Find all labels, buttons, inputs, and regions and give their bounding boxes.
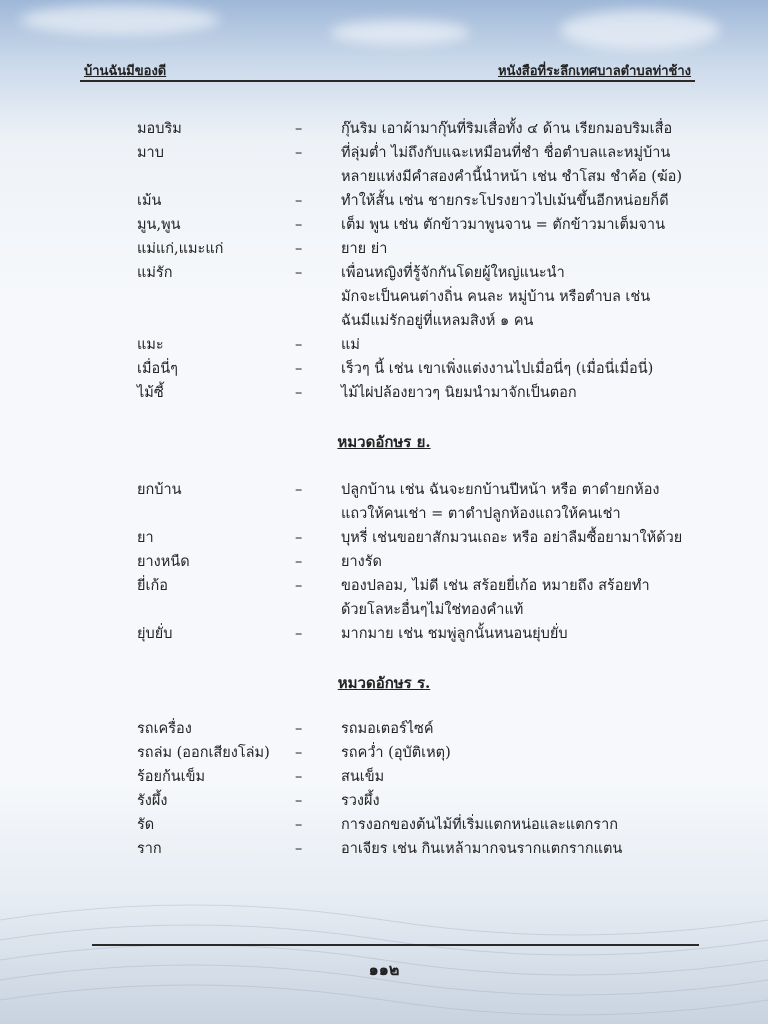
entry-headword: มูน,พูน [137, 217, 181, 233]
entry-dash: – [295, 793, 303, 809]
entry-headword: เม้น [137, 193, 162, 209]
entry-headword: รถล่ม (ออกเสียงโล่ม) [137, 745, 270, 761]
glossary-entry [137, 717, 717, 741]
definition-line: ยางรัด [341, 554, 382, 570]
entry-headword: ยางหนืด [137, 554, 190, 570]
entry-headword: มอบริม [137, 121, 182, 137]
definition-line: ฉันมีแม่รักอยู่ที่แหลมสิงห์ ๑ คน [341, 313, 534, 329]
page-number: ๑๑๒ [368, 960, 400, 979]
definition-line: บุหรี่ เช่นขอยาสักมวนเถอะ หรือ อย่าลืมซื้อยามาให้ด้วย [341, 530, 683, 546]
definition-line: รถคว่ำ (อุบัติเหตุ) [341, 745, 451, 761]
glossary-entry [137, 622, 717, 646]
entry-dash: – [295, 241, 303, 257]
entry-dash: – [295, 337, 303, 353]
definition-line: เร็วๆ นี้ เช่น เขาเพิ่งแต่งงานไปเมื่อนี่ๆ (เมื่อนี่เมื่อนี่) [341, 361, 654, 377]
definition-line: ยาย ย่า [341, 241, 388, 257]
glossary-entry [137, 381, 717, 405]
glossary-entry [137, 478, 717, 526]
entry-headword: รัด [137, 817, 155, 833]
entry-dash: – [295, 554, 303, 570]
entry-dash: – [295, 817, 303, 833]
definition-line: ด้วยโลหะอื่นๆไม่ใช่ทองคำแท้ [341, 602, 524, 618]
glossary-entry [137, 357, 717, 381]
entry-dash: – [295, 265, 303, 281]
entry-definition [341, 237, 711, 261]
entry-dash: – [295, 578, 303, 594]
entry-dash: – [295, 530, 303, 546]
definition-line: ของปลอม, ไม่ดี เช่น สร้อยยี่เก้อ หมายถึง สร้อยทำ [341, 578, 650, 594]
entry-headword: ไม้ซี้ [137, 385, 164, 401]
section-heading-y: หมวดอักษร ย. [337, 433, 431, 451]
entry-headword: รังผึ้ง [137, 793, 168, 809]
entry-dash: – [295, 482, 303, 498]
definition-line: แม่ [341, 337, 360, 353]
entry-dash: – [295, 841, 303, 857]
entry-headword: ยุ่บยั่บ [137, 626, 173, 642]
entry-headword: แม่รัก [137, 265, 173, 281]
glossary-entry [137, 550, 717, 574]
cloud-decoration [560, 10, 720, 50]
entry-definition [341, 717, 711, 741]
cloud-decoration [330, 20, 470, 45]
definition-line: ที่ลุ่มต่ำ ไม่ถึงกับแฉะเหมือนที่ชำ ชื่อตำบลและหมู่บ้าน [341, 145, 671, 161]
header-publisher: หนังสือที่ระลึกเทศบาลตำบลท่าช้าง [497, 64, 691, 79]
definition-line: การงอกของต้นไม้ที่เริ่มแตกหน่อและแตกราก [341, 817, 619, 833]
definition-line: เต็ม พูน เช่น ตักข้าวมาพูนจาน = ตักข้าวมาเต็มจาน [341, 217, 665, 233]
cloud-decoration [20, 5, 220, 35]
entry-headword: แมะ [137, 337, 164, 353]
glossary-entry [137, 117, 717, 141]
entry-definition [341, 526, 711, 550]
entry-definition [341, 837, 711, 861]
glossary-entry [137, 574, 717, 622]
definition-line: หลายแห่งมีคำสองคำนี้นำหน้า เช่น ชำโสม ชำค้อ (ฆ้อ) [341, 169, 683, 185]
entry-definition [341, 381, 711, 405]
entry-definition [341, 478, 711, 526]
entry-headword: ร้อยก้นเข็ม [137, 769, 206, 785]
entry-definition [341, 261, 711, 333]
glossary-entry [137, 741, 717, 765]
definition-line: แถวให้คนเช่า = ตาดำปลูกห้องแถวให้คนเช่า [341, 506, 621, 522]
definition-line: สนเข็ม [341, 769, 385, 785]
definition-line: ไม้ไผ่ปล้องยาวๆ นิยมนำมาจักเป็นตอก [341, 385, 577, 401]
entry-definition [341, 741, 711, 765]
entry-definition [341, 213, 711, 237]
glossary-entry [137, 837, 717, 861]
definition-line: กุ๊นริม เอาผ้ามากุ๊นที่ริมเสื่อทั้ง ๔ ด้าน เรียกมอบริมเสื่อ [341, 121, 673, 137]
entry-dash: – [295, 145, 303, 161]
entry-definition [341, 117, 711, 141]
glossary-entry [137, 213, 717, 237]
definition-line: มักจะเป็นคนต่างถิ่น คนละ หมู่บ้าน หรือตำบล เช่น [341, 289, 651, 305]
entry-headword: ยกบ้าน [137, 482, 182, 498]
definition-line: ปลูกบ้าน เช่น ฉันจะยกบ้านปีหน้า หรือ ตาดำยกห้อง [341, 482, 660, 498]
footer-rule [92, 944, 699, 946]
entry-dash: – [295, 769, 303, 785]
entry-dash: – [295, 385, 303, 401]
entry-headword: ยี่เก้อ [137, 578, 168, 594]
entry-dash: – [295, 361, 303, 377]
entry-headword: แม่แก่,แมะแก่ [137, 241, 224, 257]
definition-line: รถมอเตอร์ไซค์ [341, 721, 434, 737]
entry-headword: เมื่อนี่ๆ [137, 361, 178, 377]
entry-dash: – [295, 745, 303, 761]
glossary-entry [137, 261, 717, 333]
entry-dash: – [295, 193, 303, 209]
entry-headword: ราก [137, 841, 162, 857]
glossary-entry [137, 765, 717, 789]
definition-line: มากมาย เช่น ชมพู่ลูกนั้นหนอนยุ่บยั่บ [341, 626, 568, 642]
glossary-entry [137, 789, 717, 813]
entry-dash: – [295, 721, 303, 737]
definition-line: รวงผึ้ง [341, 793, 380, 809]
glossary-entry [137, 526, 717, 550]
entry-definition [341, 550, 711, 574]
entry-definition [341, 574, 711, 622]
entry-definition [341, 357, 711, 381]
definition-line: อาเจียร เช่น กินเหล้ามากจนรากแตกรากแตน [341, 841, 623, 857]
section-heading-r: หมวดอักษร ร. [337, 674, 431, 692]
glossary-entry [137, 189, 717, 213]
entry-headword: ยา [137, 530, 154, 546]
definition-line: เพื่อนหญิงที่รู้จักกันโดยผู้ใหญ่แนะนำ [341, 265, 565, 281]
entry-headword: มาบ [137, 145, 164, 161]
glossary-entry [137, 333, 717, 357]
entry-definition [341, 789, 711, 813]
entry-definition [341, 333, 711, 357]
entry-definition [341, 141, 711, 189]
entry-definition [341, 813, 711, 837]
entry-definition [341, 765, 711, 789]
wave-pattern-decoration [0, 880, 768, 1024]
definition-line: ทำให้สั้น เช่น ชายกระโปรงยาวไปเม้นขึ้นอีกหน่อยก็ดี [341, 193, 669, 209]
page-header [80, 58, 695, 82]
glossary-entry [137, 141, 717, 189]
entry-dash: – [295, 626, 303, 642]
glossary-entry [137, 237, 717, 261]
entry-dash: – [295, 217, 303, 233]
entry-headword: รถเครื่อง [137, 721, 192, 737]
entry-definition [341, 189, 711, 213]
entry-definition [341, 622, 711, 646]
header-book-title: บ้านฉันมีของดี [84, 64, 167, 79]
glossary-entry [137, 813, 717, 837]
entry-dash: – [295, 121, 303, 137]
